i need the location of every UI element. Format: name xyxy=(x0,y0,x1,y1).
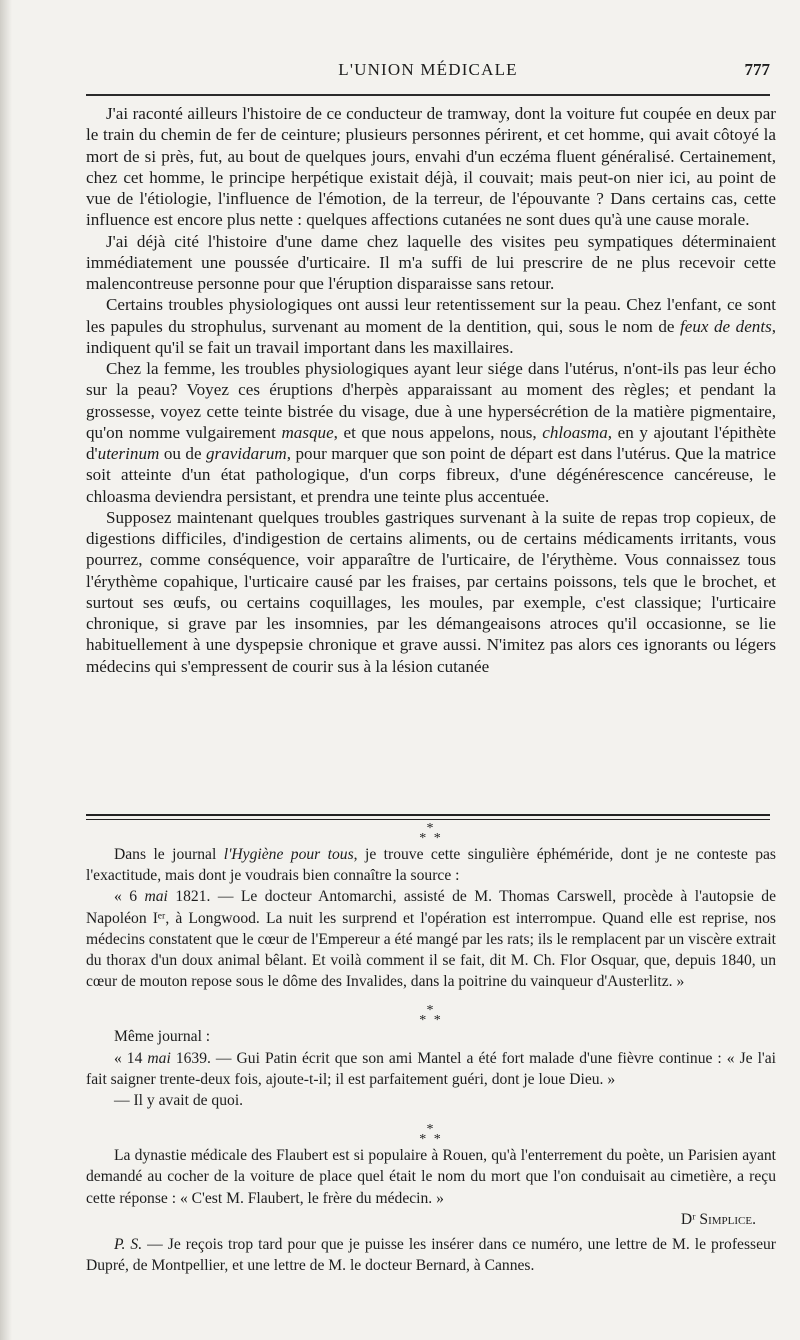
hygiene-paragraph: Dans le journal l'Hygiène pour tous, je trouve cette singulière éphéméride, dont je ne conteste pas l'exactitude, mais dont je voudrais bien connaître la source : xyxy=(86,846,776,885)
page-header xyxy=(86,58,770,88)
article-paragraph: J'ai raconté ailleurs l'histoire de ce conducteur de tramway, dont la voiture fut coupée en deux par le train du chemin de fer de ceinture; plusieurs personnes périrent, et cet homme, qui avait côtoyé la mort de si près, fut, au bout de quelques jours, envahi d'un eczéma fluent généralisé. Certainement, chez cet homme, le principe herpétique existait déjà, il couvait; mais peut-on nier ici, au point de vue de l'étiologie, l'influence de l'émotion, de la terreur, de l'épouvante ? Dans certains cas, cette influence est encore plus nette : quelques affections cutanées ne sont dues qu'à une cause morale. xyxy=(86,104,776,230)
asterism: * * * xyxy=(419,1003,443,1029)
meme-journal-label: Même journal : xyxy=(114,1028,211,1046)
article-paragraph: Chez la femme, les troubles physiologiques ayant leur siége dans l'utérus, n'ont-ils pas leur écho sur la peau? Voyez ces éruptions d'herpès apparaissant au moment des règles; et pendant la grossesse, voyez cette teinte bistrée du visage, due à une hypersécrétion de la matière pigmentaire, qu'on nomme vulgairement masque, et que nous appelons, nous, chloasma, en y ajoutant l'épithète d'uterinum ou de gravidarum, pour marquer que son point de départ est dans l'utérus. Que la matrice soit atteinte d'un état pathologique, d'un corps fibreux, d'une dégénérescence cancéreuse, le chloasma deviendra persistant, et prendra une teinte plus accentuée. xyxy=(86,359,777,506)
binding-shadow xyxy=(0,0,12,1340)
quoi-remark: — Il y avait de quoi. xyxy=(114,1092,244,1110)
author-signature: Dʳ Simplice. xyxy=(680,1210,756,1228)
header-rule xyxy=(86,94,770,96)
running-title: L'UNION MÉDICALE xyxy=(338,60,518,79)
asterism: * * * xyxy=(419,1122,443,1148)
postscript-text: — Je reçois trop tard pour que je puisse les insérer dans ce numéro, une lettre de M. le professeur Dupré, de Montpellier, et une lettre de M. le docteur Bernard, à Cannes. xyxy=(86,1236,776,1275)
patin-quote: « 14 mai 1639. — Gui Patin écrit que son ami Mantel a été fort malade d'une fièvre continue : « Je l'ai fait saigner trente-deux fois, ajoute-t-il; il est parfaitement guéri, dont je loue Dieu. » xyxy=(86,1049,776,1088)
article-paragraph: Supposez maintenant quelques troubles gastriques survenant à la suite de repas trop copieux, de digestions difficiles, d'indigestion de certains aliments, ou de certains médicaments irritants, vous pourrez, comme conséquence, voir apparaître de l'urticaire, de l'érythème. Vous connaissez tous l'érythème copahique, l'urticaire causé par les fraises, par certains poissons, tels que le brochet, et surtout ses œufs, ou certains coquillages, les moules, par exemple, c'est classique; l'urticaire chronique, si grave par les insomnies, par les démangeaisons atroces qu'il occasionne, se lie habituellement à une dyspepsie chronique et grave aussi. N'imitez pas alors ces ignorants ou légers médecins qui s'empressent de courir sus à la lésion cutanée xyxy=(86,507,776,676)
postscript-label: P. S. xyxy=(114,1236,143,1254)
asterism: * * * xyxy=(419,821,443,846)
napoleon-quote: « 6 mai 1821. — Le docteur Antomarchi, assisté de M. Thomas Carswell, procède à l'autopsie de Napoléon Iᵉʳ, à Longwood. La nuit les surprend et l'opération est interrompue. Quand elle est reprise, nos médecins constatent que le cœur de l'Empereur a été mangé par les rats; ils le remplacent par un viscère extrait du thorax d'un doux animal bêlant. Et voilà comment il se fait, dit M. Ch. Flor Osquar, que, depuis 1840, un cœur de mouton repose sous le dôme des Invalides, dans la poitrine du vainqueur d'Austerlitz. » xyxy=(86,888,777,991)
postscript xyxy=(86,1234,776,1276)
miscellany-column xyxy=(86,820,776,1276)
main-article xyxy=(86,103,776,677)
page-number: 777 xyxy=(744,60,770,79)
article-paragraph: J'ai déjà cité l'histoire d'une dame chez laquelle des visites peu sympatiques déterminaient immédiatement une poussée d'urticaire. Il m'a suffi de lui prescrire de ne plus recevoir cette malencontreuse personne pour que l'éruption disparaisse sans retour. xyxy=(86,231,776,293)
article-paragraph: Certains troubles physiologiques ont aussi leur retentissement sur la peau. Chez l'enfant, ce sont les papules du strophulus, survenant au moment de la dentition, qui, sous le nom de feux de dents, indiquent qu'il se fait un travail important dans les maxillaires. xyxy=(86,295,777,357)
flaubert-anecdote: La dynastie médicale des Flaubert est si populaire à Rouen, qu'à l'enterrement du poète, un Parisien ayant demandé au cocher de la voiture de place quel était le nom du mort que l'on conduisait au cimetière, a reçu cette réponse : « C'est M. Flaubert, le frère du médecin. » xyxy=(86,1147,776,1207)
